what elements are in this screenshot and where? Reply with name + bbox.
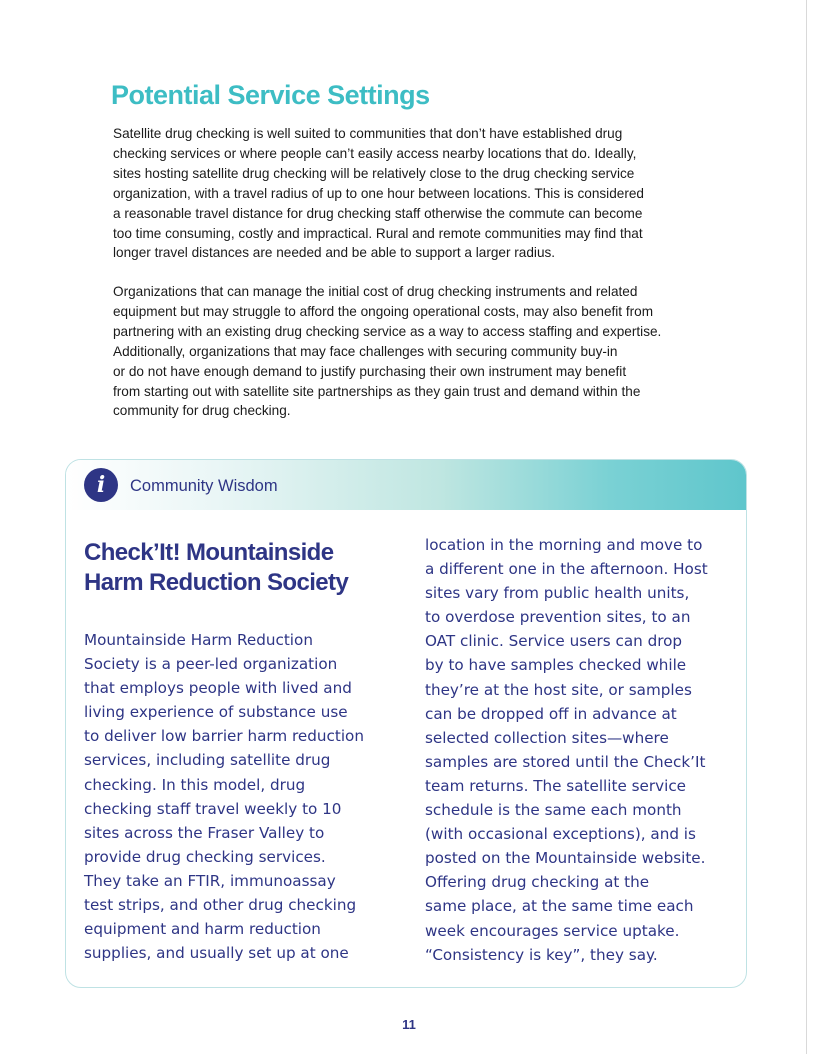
info-icon: i — [84, 468, 118, 502]
section-title: Potential Service Settings — [111, 80, 430, 110]
paragraph-partnering: Organizations that can manage the initial cost of drug checking instruments and related equipment but may struggle to afford the ongoing operational costs, may also benefit from partnering with an existing drug checking service as a way to access staffing and expertise. Additionally, organizations that may face challenges with securing community buy-in or do not have enough demand to justify purchasing their own instrument may benefit from starting out with satellite site partnerships as they gain trust and demand within the community for drug checking. — [113, 284, 662, 419]
page-number: 11 — [402, 1017, 416, 1032]
case-study-title: Check’It! Mountainside Harm Reduction Society — [84, 539, 349, 596]
case-study-left-column: Mountainside Harm Reduction Society is a peer-led organization that employs people with lived and living experience of substance use to deliver low barrier harm reduction services, including satellite drug checking. In this model, drug checking staff travel weekly to 10 sites across the Fraser Valley to provide drug checking services. They take an FTIR, immunoassay test strips, and other drug checking equipment and harm reduction supplies, and usually set up at one — [84, 631, 364, 963]
community-wisdom-header — [66, 460, 746, 510]
page-edge-divider — [806, 0, 807, 1054]
community-wisdom-label: Community Wisdom — [130, 477, 278, 495]
case-study-right-column: location in the morning and move to a different one in the afternoon. Host sites vary from public health units, to overdose prevention sites, to an OAT clinic. Service users can drop by to have samples checked while they’re at the host site, or samples can be dropped off in advance at selected collection sites—where samples are stored until the Check’It team returns. The satellite service schedule is the same each month (with occasional exceptions), and is posted on the Mountainside website. Offering drug checking at the same place, at the same time each week encourages service uptake. “Consistency is key”, they say. — [425, 536, 708, 964]
community-wisdom-box — [65, 459, 747, 988]
paragraph-travel-radius: Satellite drug checking is well suited to communities that don’t have established drug checking services or where people can’t easily access nearby locations that do. Ideally, sites hosting satellite drug checking will be relatively close to the drug checking service organization, with a travel radius of up to one hour between locations. This is considered a reasonable travel distance for drug checking staff otherwise the commute can become too time consuming, costly and impractical. Rural and remote communities may find that longer travel distances are needed and be able to support a larger radius. — [113, 126, 644, 261]
